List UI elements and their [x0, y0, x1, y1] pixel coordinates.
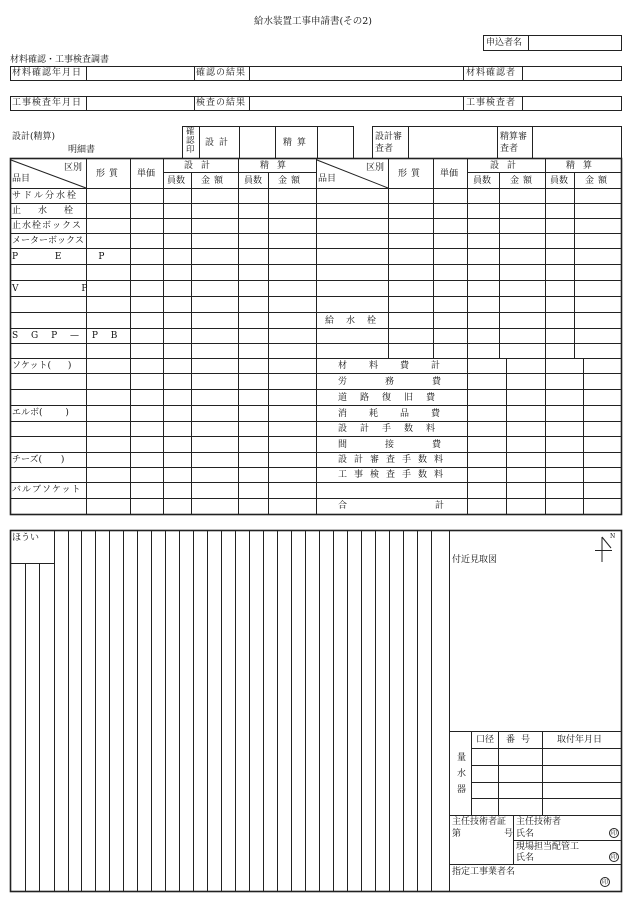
cost-labor: 労務費 [338, 377, 480, 387]
meter-caliber: 口径 [476, 735, 495, 745]
page-title: 給水装置工事申請書(その2) [254, 16, 372, 27]
item-shisuisen: 止水栓 [12, 206, 91, 216]
item-vp: V P [12, 284, 88, 294]
north-icon: N [610, 533, 616, 540]
hdr-kingaku-2: 金額 [278, 176, 305, 186]
hdr-hinmoku-right: 品目 [318, 174, 337, 184]
hdr-tanka-right: 単価 [440, 169, 459, 179]
meter-label: 量水器 [457, 753, 467, 795]
item-valve-socket: バルブソケット [12, 485, 82, 495]
item-shisuisen-box: 止水栓ボックス [12, 221, 82, 231]
cost-indirect: 間接費 [338, 440, 480, 450]
site-seal-icon: 印 [610, 854, 617, 861]
cert-gou: 号 [504, 829, 514, 839]
cost-road: 道路復旧費 [338, 393, 449, 403]
hdr-kingaku-3: 金額 [510, 176, 537, 186]
hdr-sekkei-left: 設計 [184, 161, 219, 171]
contractor-seal-icon: 印 [601, 879, 608, 886]
hdr-tanka-left: 単価 [137, 169, 156, 179]
stamp-seisan: 精算 [283, 138, 312, 148]
site-name-label: 氏名 [516, 853, 535, 863]
hdr-kingaku-4: 金額 [585, 176, 612, 186]
hdr-insu-2: 員数 [244, 176, 263, 186]
chief-label: 主任技術者 [516, 817, 562, 827]
confirm-date-label: 材料確認年月日 [12, 68, 83, 78]
hdr-insu-1: 員数 [167, 176, 186, 186]
map-label: 付近見取図 [452, 555, 498, 565]
cost-material: 材料費計 [338, 361, 463, 371]
item-socket: ソケット( ) [12, 361, 72, 371]
chief-seal-icon: 印 [610, 830, 617, 837]
hdr-keishitsu-left: 形質 [96, 169, 123, 179]
design-title: 設計(精算) [12, 132, 56, 142]
hdr-kingaku-1: 金額 [201, 176, 228, 186]
hdr-seisan-left: 精算 [260, 161, 295, 171]
design-subtitle: 明細書 [68, 145, 96, 155]
hdr-keishitsu-right: 形質 [398, 169, 425, 179]
contractor-label: 指定工事業者名 [452, 867, 516, 877]
cost-design-review: 設計審査手数料 [338, 455, 451, 465]
survey-title: 材料確認・工事検査調書 [10, 55, 110, 65]
item-sgp-pb: S G P — P B [12, 331, 122, 341]
inspect-result-label: 検査の結果 [196, 98, 247, 108]
cert-label: 主任技術者証 [452, 817, 507, 827]
item-kyusuisen: 給水栓 [325, 316, 389, 326]
hdr-sekkei-right: 設計 [490, 161, 525, 171]
item-saddle: サドル分水栓 [12, 191, 79, 201]
cost-design-fee: 設計手数料 [338, 424, 449, 434]
hdr-insu-3: 員数 [473, 176, 492, 186]
cost-inspection: 工事検査手数料 [338, 470, 451, 480]
hdr-insu-4: 員数 [550, 176, 569, 186]
meter-date: 取付年月日 [557, 735, 603, 745]
cert-dai: 第 [452, 829, 462, 839]
stamp-sekkei: 設計 [205, 138, 234, 148]
design-reviewer-label: 設計審査者 [375, 132, 403, 154]
hdr-hinmoku-left: 品目 [12, 174, 31, 184]
item-meter-box: メーターボックス [12, 236, 84, 246]
map-area[interactable] [451, 570, 620, 730]
site-label: 現場担当配管工 [516, 842, 580, 852]
hdr-kubetsu-left: 区別 [64, 163, 83, 173]
cost-total: 合計 [338, 501, 533, 511]
item-elbow: エルボ( ) [12, 408, 69, 418]
item-tees: チーズ( ) [12, 455, 65, 465]
confirm-person-label: 材料確認者 [466, 68, 517, 78]
applicant-label: 申込者名 [486, 38, 523, 48]
meter-number: 番号 [506, 735, 537, 745]
item-pep: P E P [12, 252, 116, 262]
inspect-person-label: 工事検査者 [466, 98, 517, 108]
inspect-date-label: 工事検査年月日 [12, 98, 83, 108]
settle-reviewer-label: 精算審査者 [500, 132, 528, 154]
stamp-label: 確認印 [186, 127, 195, 155]
houi-label: ほうい [12, 533, 40, 543]
hdr-seisan-right: 精算 [566, 161, 601, 171]
cost-consumables: 消耗品費 [338, 409, 463, 419]
hdr-kubetsu-right: 区別 [366, 163, 385, 173]
chief-name-label: 氏名 [516, 829, 535, 839]
confirm-result-label: 確認の結果 [196, 68, 247, 78]
